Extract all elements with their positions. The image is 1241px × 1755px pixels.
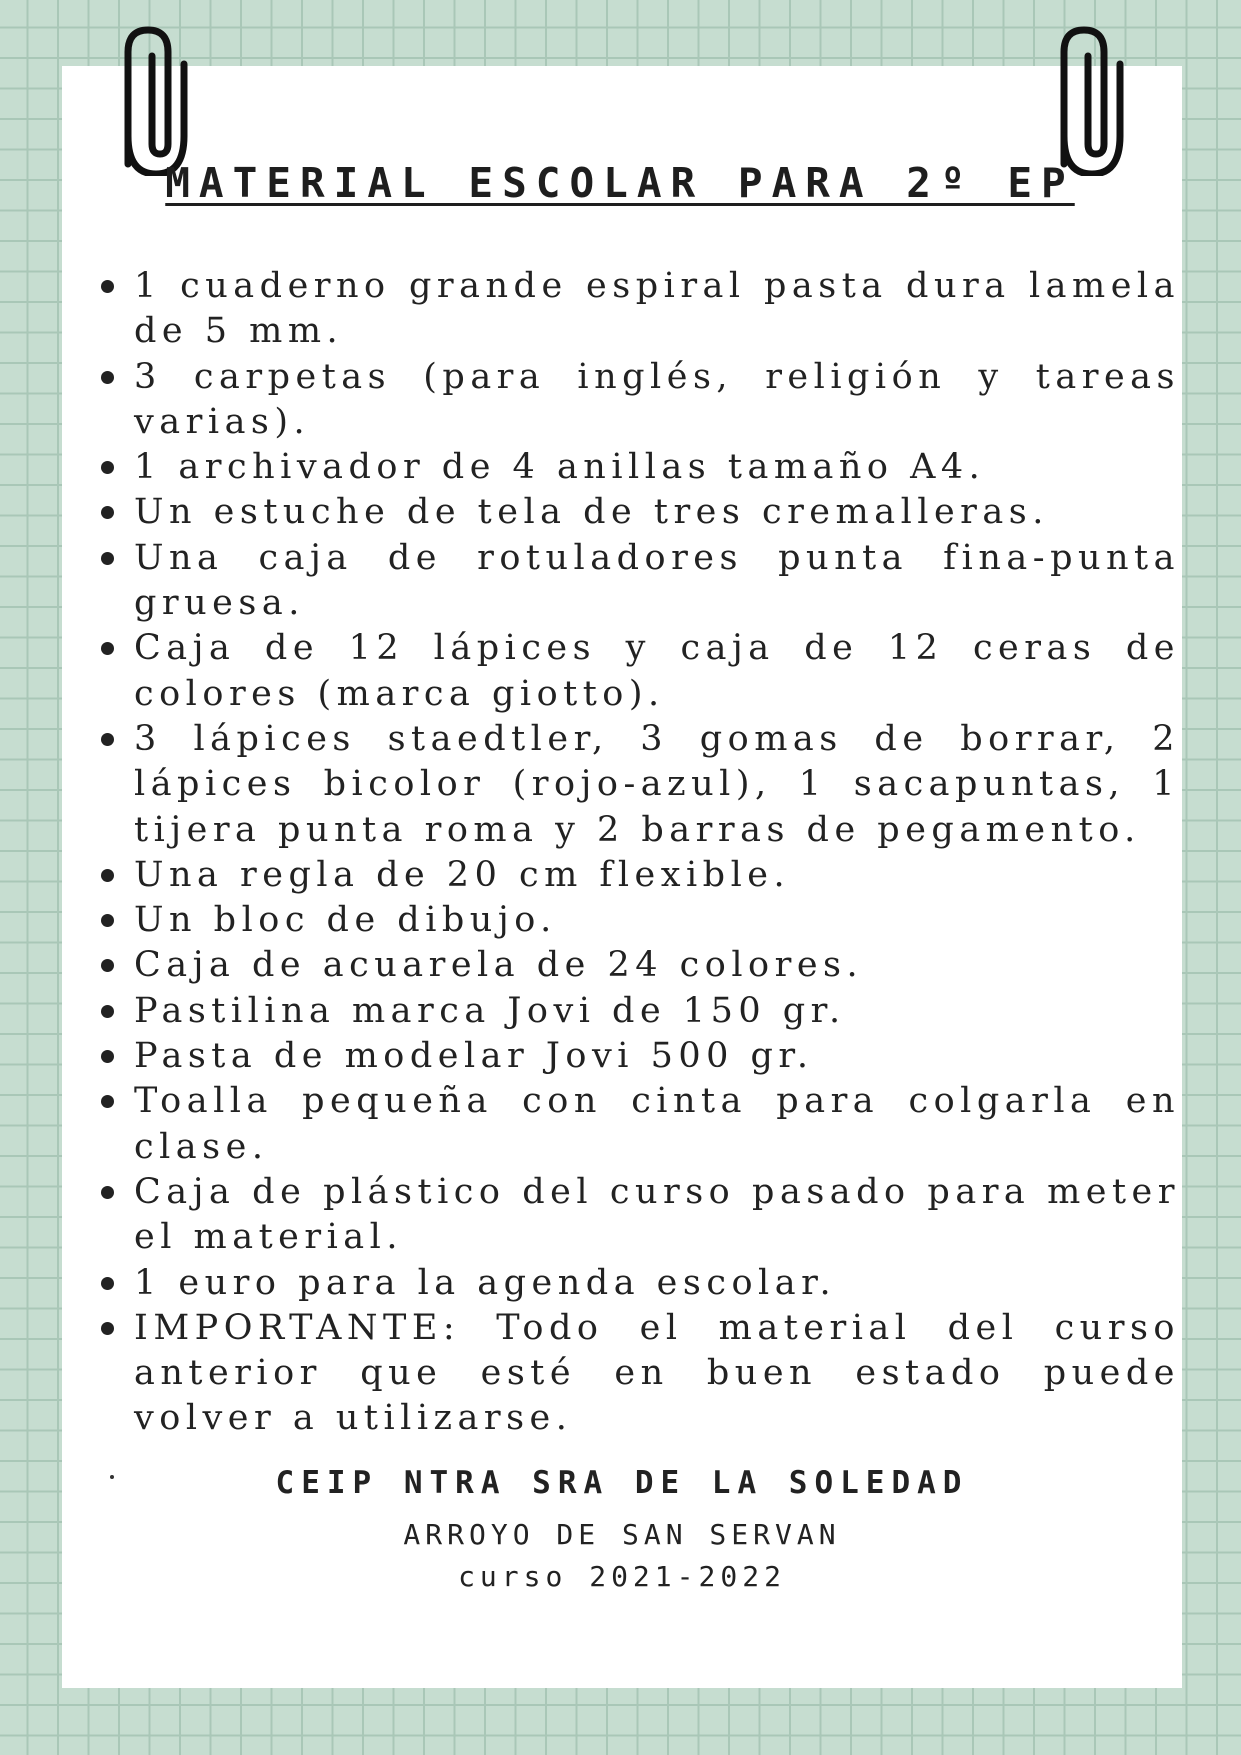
list-item xyxy=(134,355,1180,446)
list-item-text: 1 cuaderno grande espiral pasta dura lamela de 5 mm. xyxy=(134,266,1180,352)
paperclip-icon xyxy=(1054,26,1130,176)
list-item-text: Un bloc de dibujo. xyxy=(134,900,557,941)
list-item-text: Caja de plástico del curso pasado para meter el material. xyxy=(134,1171,1180,1258)
list-item xyxy=(134,1306,1180,1442)
list-item xyxy=(134,989,1180,1034)
list-item-text: Pastilina marca Jovi de 150 gr. xyxy=(134,990,846,1031)
school-town: ARROYO DE SAN SERVAN xyxy=(403,1518,841,1551)
paperclip-icon xyxy=(118,26,194,176)
list-item-text: Una regla de 20 cm flexible. xyxy=(134,854,791,895)
list-item-text: 3 lápices staedtler, 3 gomas de borrar, 2 lápices bicolor (rojo-azul), 1 sacapuntas, 1 tijera punta roma y 2 barras de pegamento. xyxy=(134,718,1180,850)
list-item xyxy=(134,1261,1180,1306)
list-item xyxy=(134,1034,1180,1079)
school-name: CEIP NTRA SRA DE LA SOLEDAD xyxy=(275,1465,969,1501)
list-item-text: 3 carpetas (para inglés, religión y tareas varias). xyxy=(134,356,1180,442)
list-item xyxy=(134,264,1180,355)
page-title-text: MATERIAL ESCOLAR PARA 2º EP xyxy=(165,159,1075,207)
list-item xyxy=(134,898,1180,943)
list-item-text: Una caja de rotuladores punta fina-punta gruesa. xyxy=(134,537,1180,624)
page-title xyxy=(130,157,1110,209)
list-item xyxy=(134,943,1180,988)
list-item-text: IMPORTANTE: Todo el material del curso anterior que esté en buen estado puede volver a utilizarse. xyxy=(134,1307,1180,1439)
material-list xyxy=(134,264,1180,1442)
list-item xyxy=(134,853,1180,898)
list-item-text: Toalla pequeña con cinta para colgarla en clase. xyxy=(134,1081,1180,1167)
list-item-text: 1 euro para la agenda escolar. xyxy=(134,1262,837,1303)
bullet-icon xyxy=(101,869,114,882)
bullet-icon xyxy=(101,1277,114,1290)
list-item xyxy=(134,626,1180,717)
list-item xyxy=(134,717,1180,853)
list-item xyxy=(134,536,1180,627)
bullet-icon xyxy=(101,280,114,293)
bullet-icon xyxy=(101,1186,114,1199)
bullet-icon xyxy=(101,1322,114,1335)
bullet-icon xyxy=(101,552,114,565)
list-item-text: Pasta de modelar Jovi 500 gr. xyxy=(134,1036,814,1077)
list-item-text: Un estuche de tela de tres cremalleras. xyxy=(134,492,1049,533)
school-year: curso 2021-2022 xyxy=(458,1560,786,1593)
list-item xyxy=(134,490,1180,535)
list-item xyxy=(134,1079,1180,1170)
list-item-text: Caja de acuarela de 24 colores. xyxy=(134,945,864,986)
bullet-icon xyxy=(101,733,114,746)
bullet-icon xyxy=(101,1050,114,1063)
list-item xyxy=(134,1170,1180,1261)
bullet-icon xyxy=(101,1005,114,1018)
list-item-text: Caja de 12 lápices y caja de 12 ceras de colores (marca giotto). xyxy=(134,628,1180,714)
bullet-icon xyxy=(101,371,114,384)
list-item-text: 1 archivador de 4 anillas tamaño A4. xyxy=(134,447,986,488)
list-item xyxy=(134,445,1180,490)
